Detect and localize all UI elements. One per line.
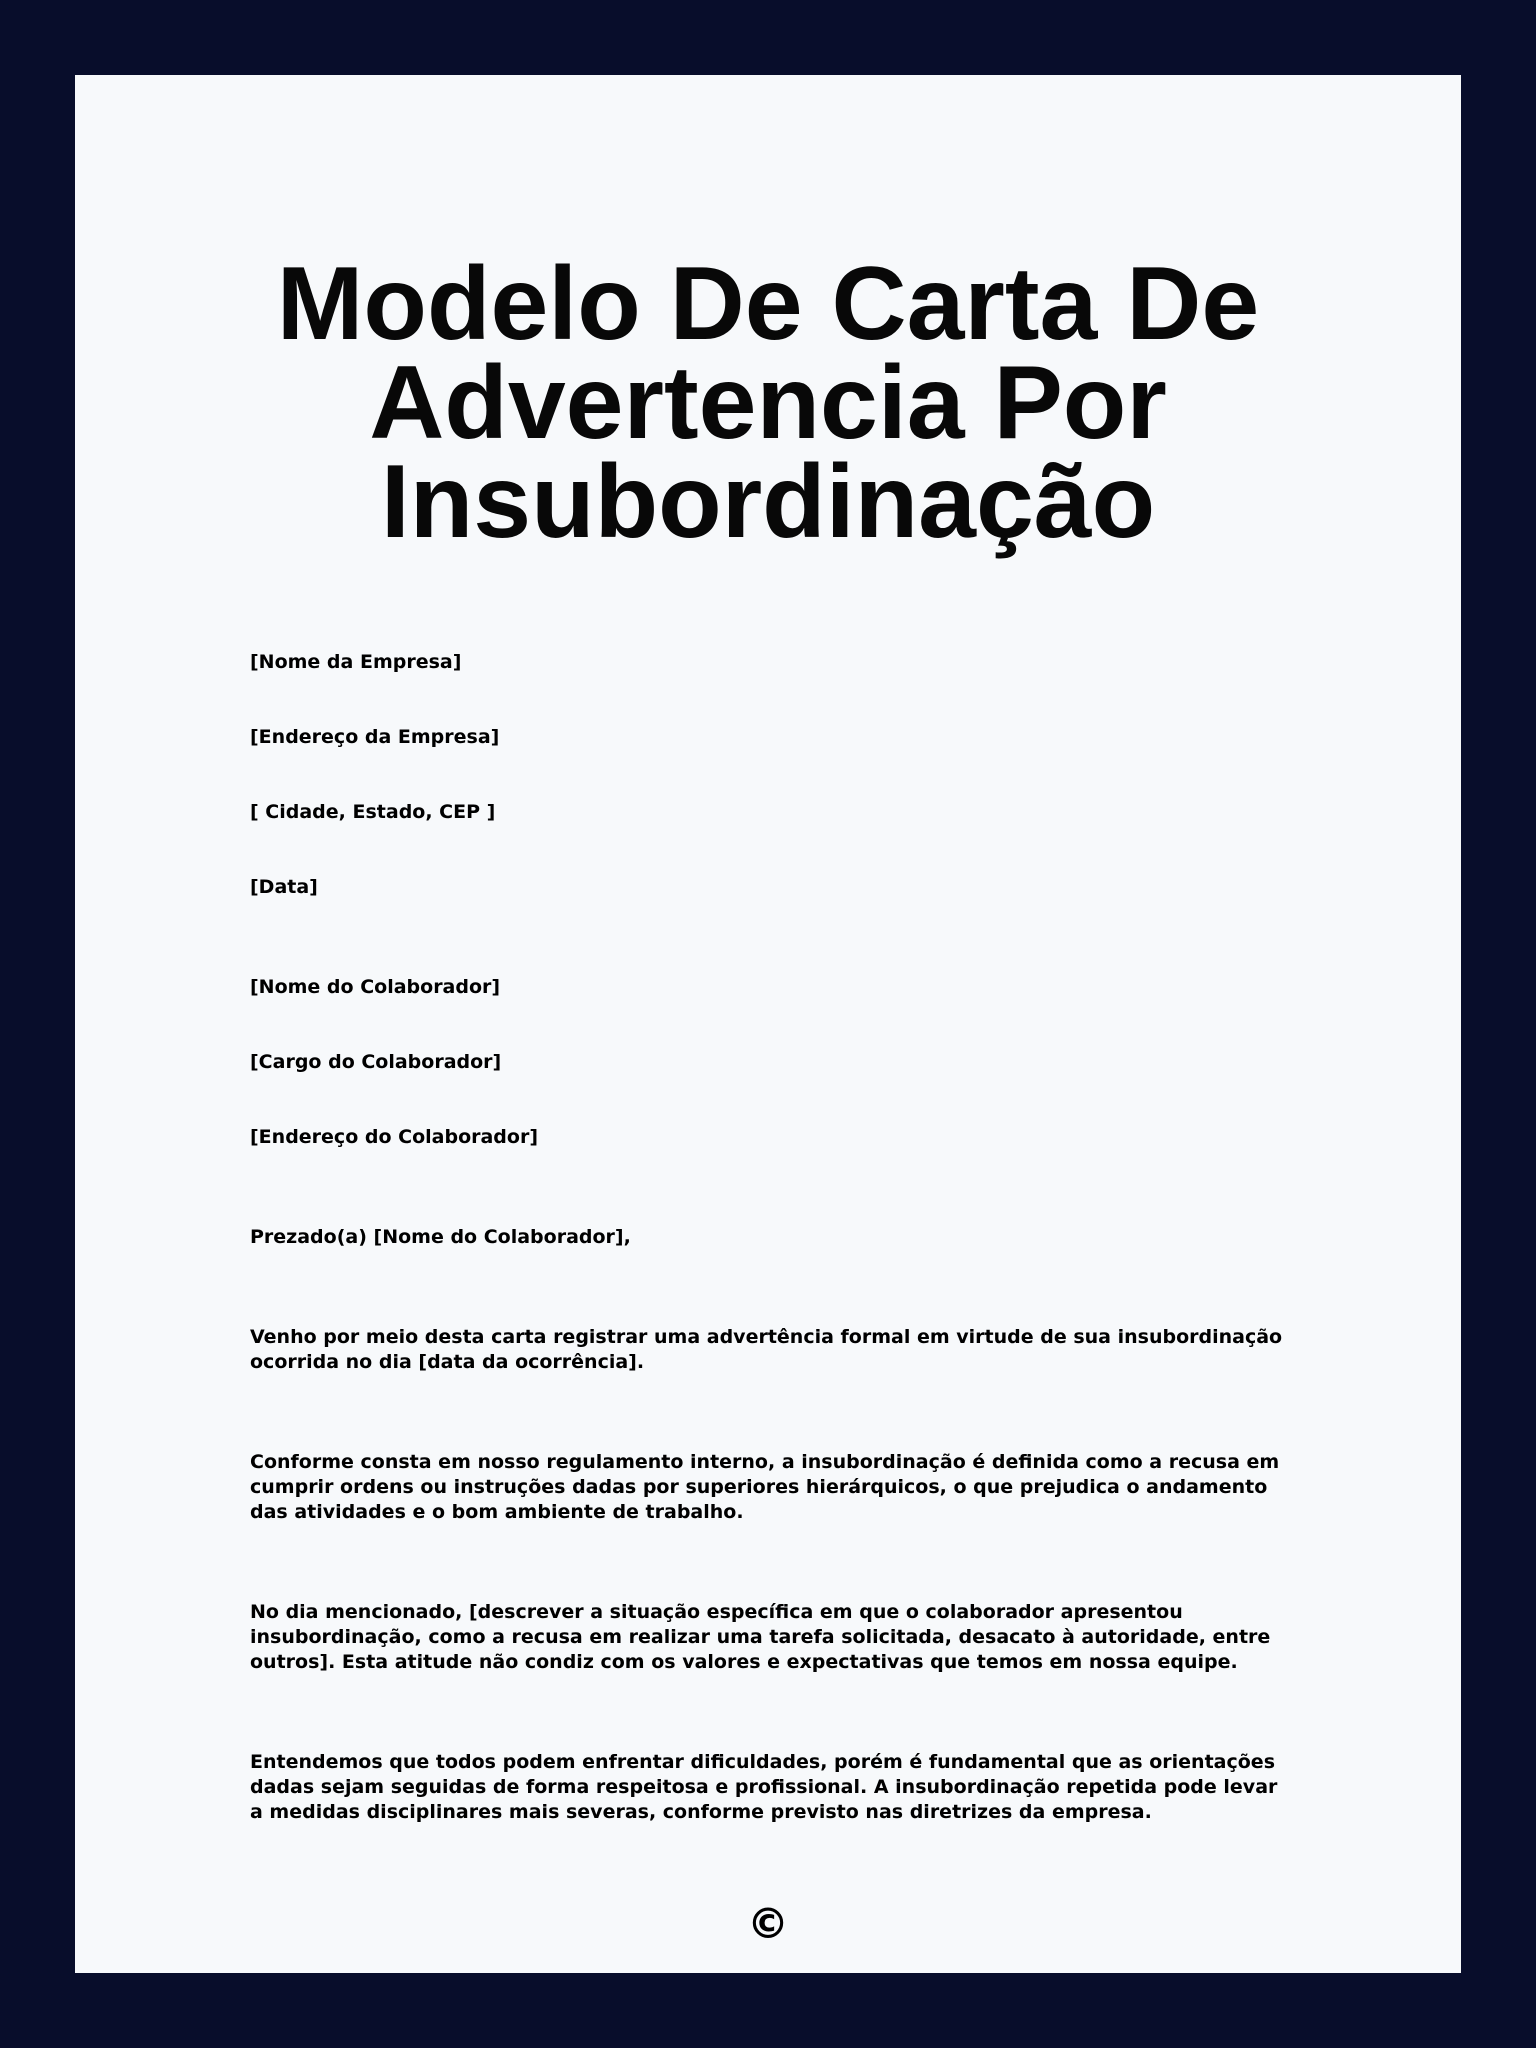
employee-name-line: [Nome do Colaborador]: [250, 976, 501, 998]
paragraph: Entendemos que todos podem enfrentar dificuldades, porém é fundamental que as orientações dadas sejam seguidas de forma respeitosa e profissional. A insubordinação repetida pode levar a medidas disciplinares mais severas, conforme previsto nas diretrizes da empresa.: [250, 1751, 1278, 1823]
company-name-line: [Nome da Empresa]: [250, 651, 462, 673]
paragraph: Venho por meio desta carta registrar uma advertência formal em virtude de sua insubordinação ocorrida no dia [data da ocorrência].: [250, 1326, 1283, 1373]
document-page: [75, 75, 1461, 1973]
city-state-zip-line: [ Cidade, Estado, CEP ]: [250, 801, 496, 823]
salutation: Prezado(a) [Nome do Colaborador],: [250, 1226, 631, 1248]
paragraph: No dia mencionado, [descrever a situação específica em que o colaborador apresentou insubordinação, como a recusa em realizar uma tarefa solicitada, desacato à autoridade, entre outros]. Esta atitude não condiz com os valores e expectativas que temos em nossa equipe.: [250, 1601, 1271, 1673]
company-address-line: [Endereço da Empresa]: [250, 726, 500, 748]
date-line: [Data]: [250, 876, 318, 898]
employee-role-line: [Cargo do Colaborador]: [250, 1051, 502, 1073]
copyright-icon: ©: [747, 1899, 789, 1948]
employee-address-line: [Endereço do Colaborador]: [250, 1126, 539, 1148]
document-title: Modelo De Carta De Advertencia Por Insubordinação: [276, 246, 1260, 560]
paragraph: Conforme consta em nosso regulamento interno, a insubordinação é definida como a recusa em cumprir ordens ou instruções dadas por superiores hierárquicos, o que prejudica o andamento das atividades e o bom ambiente de trabalho.: [250, 1451, 1280, 1523]
